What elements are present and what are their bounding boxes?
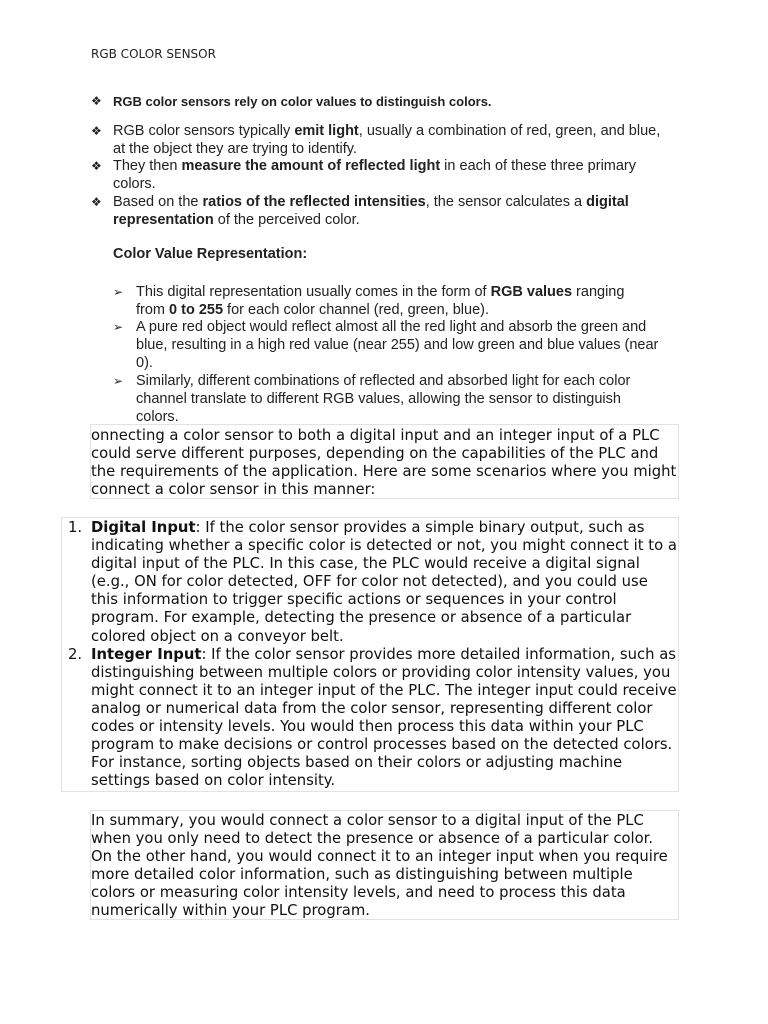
bullet-2-text-b: , usually a combination of red, green, and blue, at the object they are trying to identify. [113, 123, 661, 157]
bullet-3-text-a: They then [113, 158, 182, 174]
arrow-1-text-b: ranging from [136, 284, 625, 318]
arrow-1-text-a: This digital representation usually comes in the form of [136, 284, 491, 300]
bullet-2-text-a: RGB color sensors typically [113, 123, 295, 139]
arrow-1-bold-a: RGB values [490, 284, 573, 300]
arrow-bullet-icon: ➢ [113, 285, 124, 299]
numbered-list [61, 517, 679, 792]
bullet-1-text: RGB color sensors rely on color values to distinguish colors. [113, 94, 492, 109]
arrow-item-2 [136, 318, 676, 372]
bullet-4-text-b: , the sensor calculates a [425, 194, 587, 210]
bullet-item-4 [113, 193, 658, 229]
arrow-bullet-icon: ➢ [113, 320, 124, 334]
bullet-3-text-b: in each of these three primary colors. [113, 158, 637, 192]
arrow-bullet-icon: ➢ [113, 374, 124, 388]
list-number: 2. [68, 645, 83, 663]
section-subheading: Color Value Representation: [113, 246, 308, 262]
arrow-2-text: A pure red object would reflect almost all the red light and absorb the green and blue, resulting in a high red value (near 255) and low green and blue values (near 0). [136, 319, 659, 371]
diamond-bullet-icon: ❖ [91, 159, 102, 173]
arrow-item-3 [136, 372, 661, 426]
list-item-digital-input [62, 519, 678, 646]
list-text: : If the color sensor provides more detailed information, such as distinguishing between multiple colors or providing color intensity values, you might connect it to an integer input of the PLC. The integer input could receive analog or numerical data from the color sensor, representing different color codes or intensity levels. You would then process this data within your PLC program to make decisions or control processes based on the detected colors. For instance, sorting objects based on their colors or adjusting machine settings based on color intensity. [91, 645, 677, 790]
arrow-1-text-c: for each color channel (red, green, blue). [223, 302, 490, 318]
summary-paragraph: In summary, you would connect a color sensor to a digital input of the PLC when you only need to detect the presence or absence of a particular color. On the other hand, you would connect it to an integer input when you require more detailed color information, such as distinguishing between multiple colors or measuring color intensity levels, and need to process this data numerically within your PLC program. [90, 810, 679, 920]
page-title: RGB COLOR SENSOR [91, 47, 216, 61]
bullet-2-bold: emit light [294, 123, 359, 139]
list-term: Digital Input [91, 519, 196, 536]
bullet-3-bold: measure the amount of reflected light [181, 158, 441, 174]
diamond-bullet-icon: ❖ [91, 195, 102, 209]
bullet-item-2 [113, 122, 673, 158]
arrow-1-bold-b: 0 to 255 [169, 302, 224, 318]
diamond-bullet-icon: ❖ [91, 94, 102, 108]
bullet-4-bold-a: ratios of the reflected intensities [202, 194, 426, 210]
diamond-bullet-icon: ❖ [91, 124, 102, 138]
bullet-item-1 [113, 93, 673, 111]
bullet-item-3 [113, 157, 673, 193]
bullet-4-text-a: Based on the [113, 194, 203, 210]
bullet-4-bold-b: digital representation [113, 194, 629, 228]
arrow-item-1 [136, 283, 651, 319]
arrow-3-text: Similarly, different combinations of reflected and absorbed light for each color channel translate to different RGB values, allowing the sensor to distinguish colors. [136, 373, 631, 425]
bullet-4-text-c: of the perceived color. [213, 212, 360, 228]
list-item-integer-input [62, 646, 678, 791]
list-number: 1. [68, 519, 83, 536]
list-term: Integer Input [91, 645, 202, 663]
intro-paragraph: onnecting a color sensor to both a digital input and an integer input of a PLC could serve different purposes, depending on the capabilities of the PLC and the requirements of the application. Here are some scenarios where you might connect a color sensor in this manner: [90, 424, 679, 499]
list-text: : If the color sensor provides a simple binary output, such as indicating whether a specific color is detected or not, you might connect it to a digital input of the PLC. In this case, the PLC would receive a digital signal (e.g., ON for color detected, OFF for color not detected), and you could use this information to trigger specific actions or sequences in your control program. For example, detecting the presence or absence of a particular colored object on a conveyor belt. [91, 519, 677, 645]
